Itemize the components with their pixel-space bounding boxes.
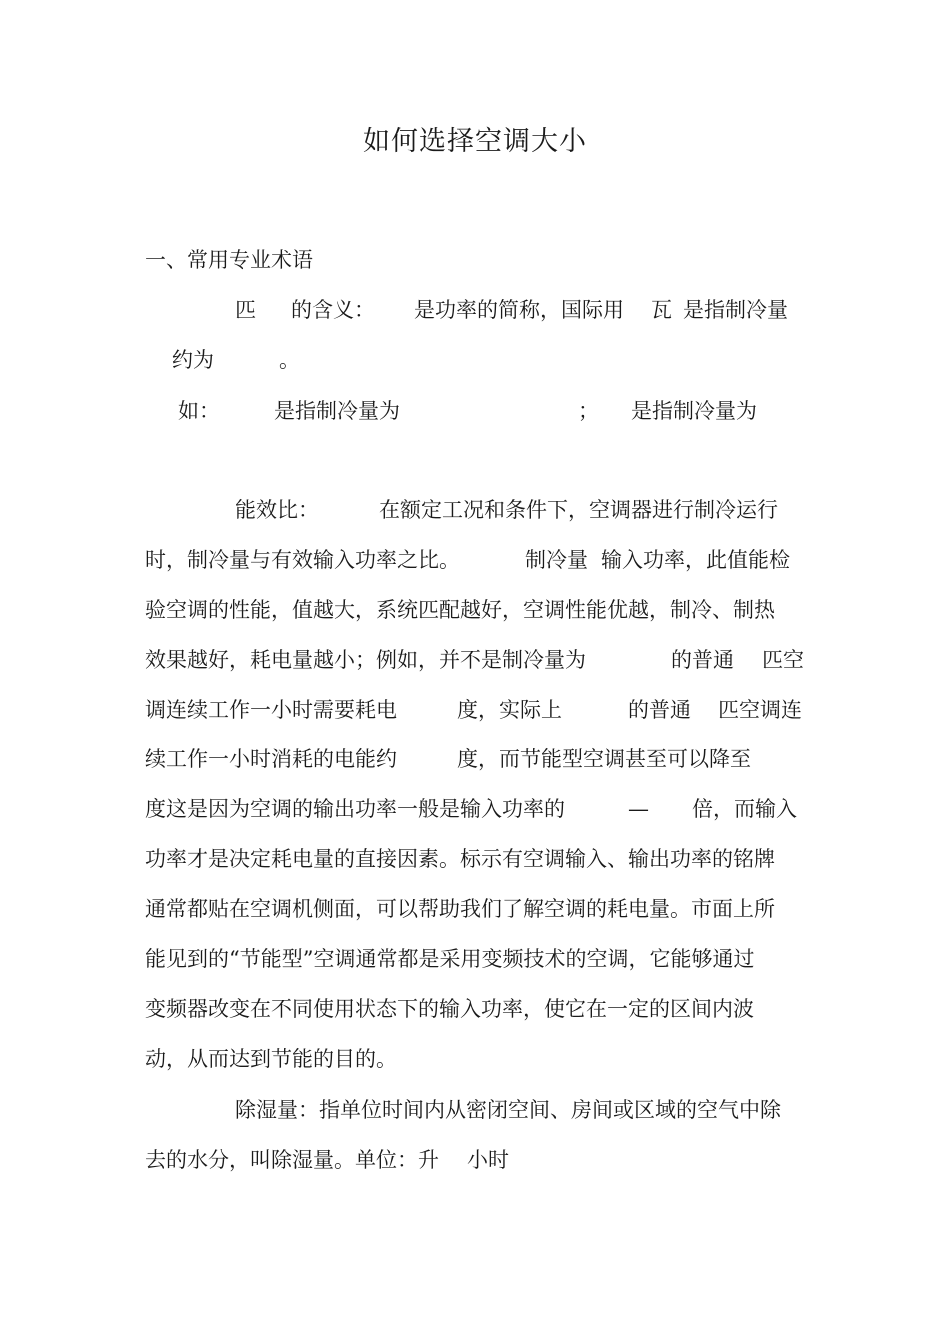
dehumidification-unit: 小时 bbox=[467, 1148, 509, 1172]
eer-text: 在额定工况和条件下，空调器进行制冷运行 bbox=[379, 498, 778, 522]
hp-term: 匹 bbox=[235, 298, 256, 322]
example-separator: ； bbox=[578, 399, 599, 423]
eer-text: 制冷量 bbox=[525, 548, 588, 572]
eer-text: 度这是因为空调的输出功率一般是输入功率的 bbox=[145, 797, 565, 821]
eer-text: 功率才是决定耗电量的直接因素。标示有空调输入、输出功率的铭牌 bbox=[145, 847, 775, 871]
eer-text: 度，而节能型空调甚至可以降至 bbox=[457, 747, 751, 771]
hp-cooling-text: 是指制冷量 bbox=[683, 298, 788, 322]
dehumidification-text: 除湿量：指单位时间内从密闭空间、房间或区域的空气中除 bbox=[235, 1098, 781, 1122]
eer-text: 效果越好，耗电量越小；例如，并不是制冷量为 bbox=[145, 648, 586, 672]
eer-term: 能效比： bbox=[235, 498, 319, 522]
hp-definition: 是功率的简称，国际用 bbox=[414, 298, 624, 322]
eer-dash: — bbox=[628, 797, 649, 821]
dehumidification-text: 去的水分，叫除湿量。单位：升 bbox=[145, 1148, 439, 1172]
hp-approx-label: 约为 bbox=[172, 348, 214, 372]
eer-text: 验空调的性能，值越大，系统匹配越好，空调性能优越，制冷、制热 bbox=[145, 598, 775, 622]
eer-text: 动，从而达到节能的目的。 bbox=[145, 1047, 397, 1071]
eer-text: 输入功率，此值能检 bbox=[601, 548, 790, 572]
eer-text: 的普通 bbox=[628, 698, 691, 722]
eer-text: 续工作一小时消耗的电能约 bbox=[145, 747, 397, 771]
eer-text: 倍，而输入 bbox=[692, 797, 797, 821]
eer-text: 时，制冷量与有效输入功率之比。 bbox=[145, 548, 460, 572]
eer-text: 匹空 bbox=[762, 648, 804, 672]
hp-meaning-label: 的含义： bbox=[291, 298, 375, 322]
eer-text: 能见到的“节能型”空调通常都是采用变频技术的空调，它能够通过 bbox=[145, 947, 755, 971]
eer-text: 调连续工作一小时需要耗电 bbox=[145, 698, 397, 722]
example-label: 如： bbox=[178, 399, 220, 423]
eer-text: 匹空调连 bbox=[718, 698, 802, 722]
section-heading: 一、常用专业术语 bbox=[145, 248, 313, 272]
eer-text: 度，实际上 bbox=[457, 698, 562, 722]
hp-period: 。 bbox=[279, 348, 300, 372]
document-title: 如何选择空调大小 bbox=[363, 126, 587, 157]
eer-text: 变频器改变在不同使用状态下的输入功率，使它在一定的区间内波 bbox=[145, 997, 754, 1021]
eer-text: 的普通 bbox=[671, 648, 734, 672]
example-text-2: 是指制冷量为 bbox=[631, 399, 757, 423]
hp-unit-watt: 瓦 bbox=[651, 298, 672, 322]
eer-text: 通常都贴在空调机侧面，可以帮助我们了解空调的耗电量。市面上所 bbox=[145, 897, 775, 921]
example-text-1: 是指制冷量为 bbox=[274, 399, 400, 423]
